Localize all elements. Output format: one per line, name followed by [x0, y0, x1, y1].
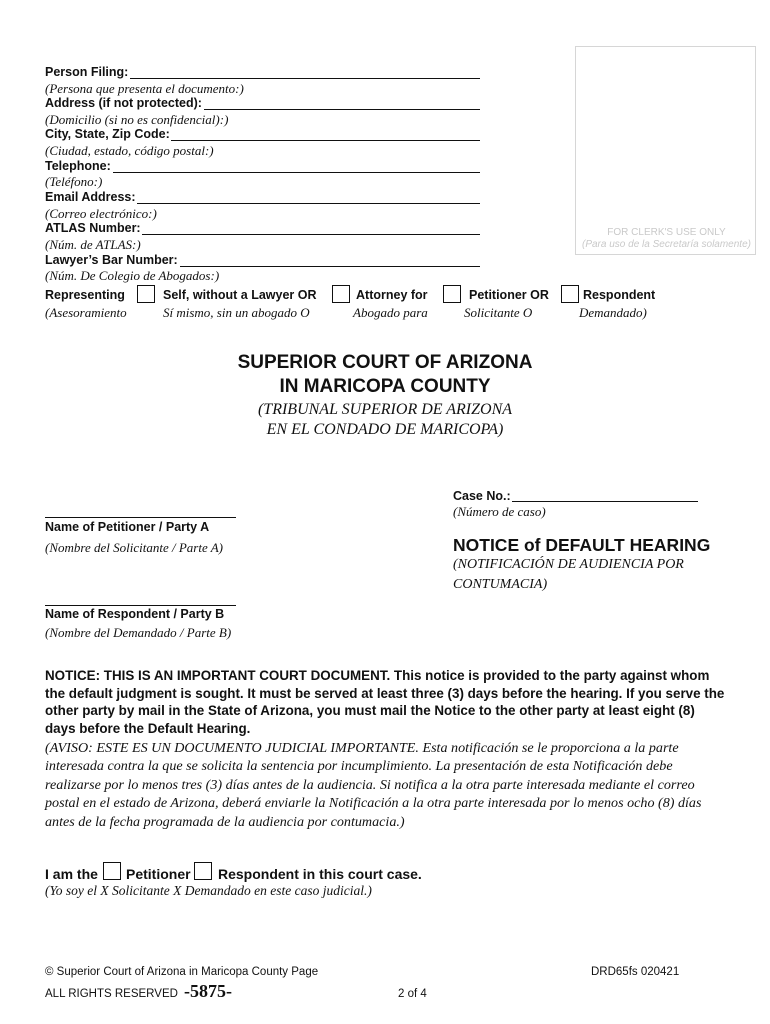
- petitioner-rep-label: Petitioner OR: [469, 288, 549, 302]
- petitioner-checkbox[interactable]: [443, 285, 461, 303]
- petitioner-name-field[interactable]: [45, 504, 236, 518]
- attorney-checkbox[interactable]: [332, 285, 350, 303]
- notice-title-spanish1: (NOTIFICACIÓN DE AUDIENCIA POR: [453, 557, 684, 572]
- clerk-use-spanish: (Para uso de la Secretaría solamente): [582, 239, 751, 250]
- clerk-use-label: FOR CLERK'S USE ONLY: [607, 227, 726, 238]
- self-spanish: Sí mismo, sin un abogado O: [163, 305, 310, 320]
- person-filing-label: Person Filing:: [45, 65, 129, 79]
- footer-form-number: DRD65fs 020421: [591, 966, 680, 978]
- petitioner-name-spanish: (Nombre del Solicitante / Parte A): [45, 540, 223, 555]
- petitioner-name-label: Name of Petitioner / Party A: [45, 520, 210, 534]
- iam-prefix: I am the: [45, 866, 98, 882]
- email-spanish: (Correo electrónico:): [45, 206, 157, 221]
- address-label: Address (if not protected):: [45, 96, 202, 110]
- atlas-spanish: (Núm. de ATLAS:): [45, 237, 141, 252]
- telephone-label: Telephone:: [45, 159, 111, 173]
- notice-title: NOTICE of DEFAULT HEARING: [453, 535, 711, 555]
- notice-body-english: NOTICE: THIS IS AN IMPORTANT COURT DOCUMENT. This notice is provided to the party against whom the default judgment is sought. It must be served at least three (3) days before the hearing. If you serve the other party by mail in the State of Arizona, you must mail the Notice to the other party at least eight (8) days before the Default Hearing.: [45, 668, 725, 736]
- respondent-name-field[interactable]: [45, 592, 236, 606]
- address-field[interactable]: [204, 96, 480, 110]
- court-title-line1: SUPERIOR COURT OF ARIZONA: [237, 352, 533, 373]
- respondent-name-spanish: (Nombre del Demandado / Parte B): [45, 625, 232, 640]
- self-checkbox[interactable]: [137, 285, 155, 303]
- respondent-name-label: Name of Respondent / Party B: [45, 607, 225, 621]
- iam-petitioner-label: Petitioner: [126, 866, 191, 882]
- person-filing-field[interactable]: [130, 65, 480, 79]
- footer-copyright: © Superior Court of Arizona in Maricopa County Page: [45, 966, 319, 978]
- representing-spanish: (Asesoramiento: [45, 305, 127, 320]
- petitioner-spanish: Solicitante O: [464, 305, 533, 320]
- city-spanish: (Ciudad, estado, código postal:): [45, 143, 214, 158]
- footer-page-number: 2 of 4: [398, 988, 427, 1000]
- self-label: Self, without a Lawyer OR: [163, 288, 317, 302]
- case-number-spanish: (Número de caso): [453, 504, 546, 519]
- iam-respondent-label: Respondent in this court case.: [218, 866, 422, 882]
- iam-spanish: (Yo soy el X Solicitante X Demandado en este caso judicial.): [45, 883, 372, 898]
- atlas-label: ATLAS Number:: [45, 221, 141, 235]
- iam-petitioner-checkbox[interactable]: [103, 862, 121, 880]
- bar-number-label: Lawyer’s Bar Number:: [45, 253, 178, 267]
- person-filing-spanish: (Persona que presenta el documento:): [45, 81, 244, 96]
- respondent-rep-label: Respondent: [583, 288, 656, 302]
- respondent-spanish: Demandado): [579, 305, 647, 320]
- city-field[interactable]: [171, 127, 480, 141]
- footer-page-id: -5875-: [184, 981, 232, 1001]
- court-title-line2: IN MARICOPA COUNTY: [279, 376, 491, 397]
- email-field[interactable]: [137, 190, 480, 204]
- footer-rights: ALL RIGHTS RESERVED: [45, 988, 178, 1000]
- case-number-label: Case No.:: [453, 489, 511, 503]
- city-label: City, State, Zip Code:: [45, 127, 170, 141]
- case-number-field[interactable]: [512, 488, 698, 502]
- attorney-label: Attorney for: [356, 288, 428, 302]
- court-title-spanish2: EN EL CONDADO DE MARICOPA): [266, 421, 504, 438]
- bar-number-field[interactable]: [180, 253, 480, 267]
- bar-number-spanish: (Núm. De Colegio de Abogados:): [45, 268, 220, 283]
- respondent-checkbox[interactable]: [561, 285, 579, 303]
- address-spanish: (Domicilio (si no es confidencial):): [45, 112, 229, 127]
- telephone-field[interactable]: [113, 159, 480, 173]
- attorney-spanish: Abogado para: [353, 305, 428, 320]
- representing-label: Representing: [45, 288, 125, 302]
- atlas-field[interactable]: [142, 221, 480, 235]
- iam-respondent-checkbox[interactable]: [194, 862, 212, 880]
- court-title-spanish1: (TRIBUNAL SUPERIOR DE ARIZONA: [257, 401, 513, 418]
- notice-title-spanish2: CONTUMACIA): [453, 577, 548, 592]
- telephone-spanish: (Teléfono:): [45, 174, 103, 189]
- clerk-use-box: [575, 46, 756, 255]
- notice-body-spanish: (AVISO: ESTE ES UN DOCUMENTO JUDICIAL IMPORTANTE. Esta notificación se le proporciona a la parte interesada contra la que se solicita la sentencia por incumplimiento. La presentación de esta Notificación debe realizarse por lo menos tres (3) días antes de la audiencia. Si notifica a la otra parte interesada mediante el correo postal en el estado de Arizona, deberá enviarle la Notificación a la otra parte interesada por lo menos ocho (8) días antes de la fecha programada de la audiencia por contumacia.): [45, 740, 702, 830]
- email-label: Email Address:: [45, 190, 136, 204]
